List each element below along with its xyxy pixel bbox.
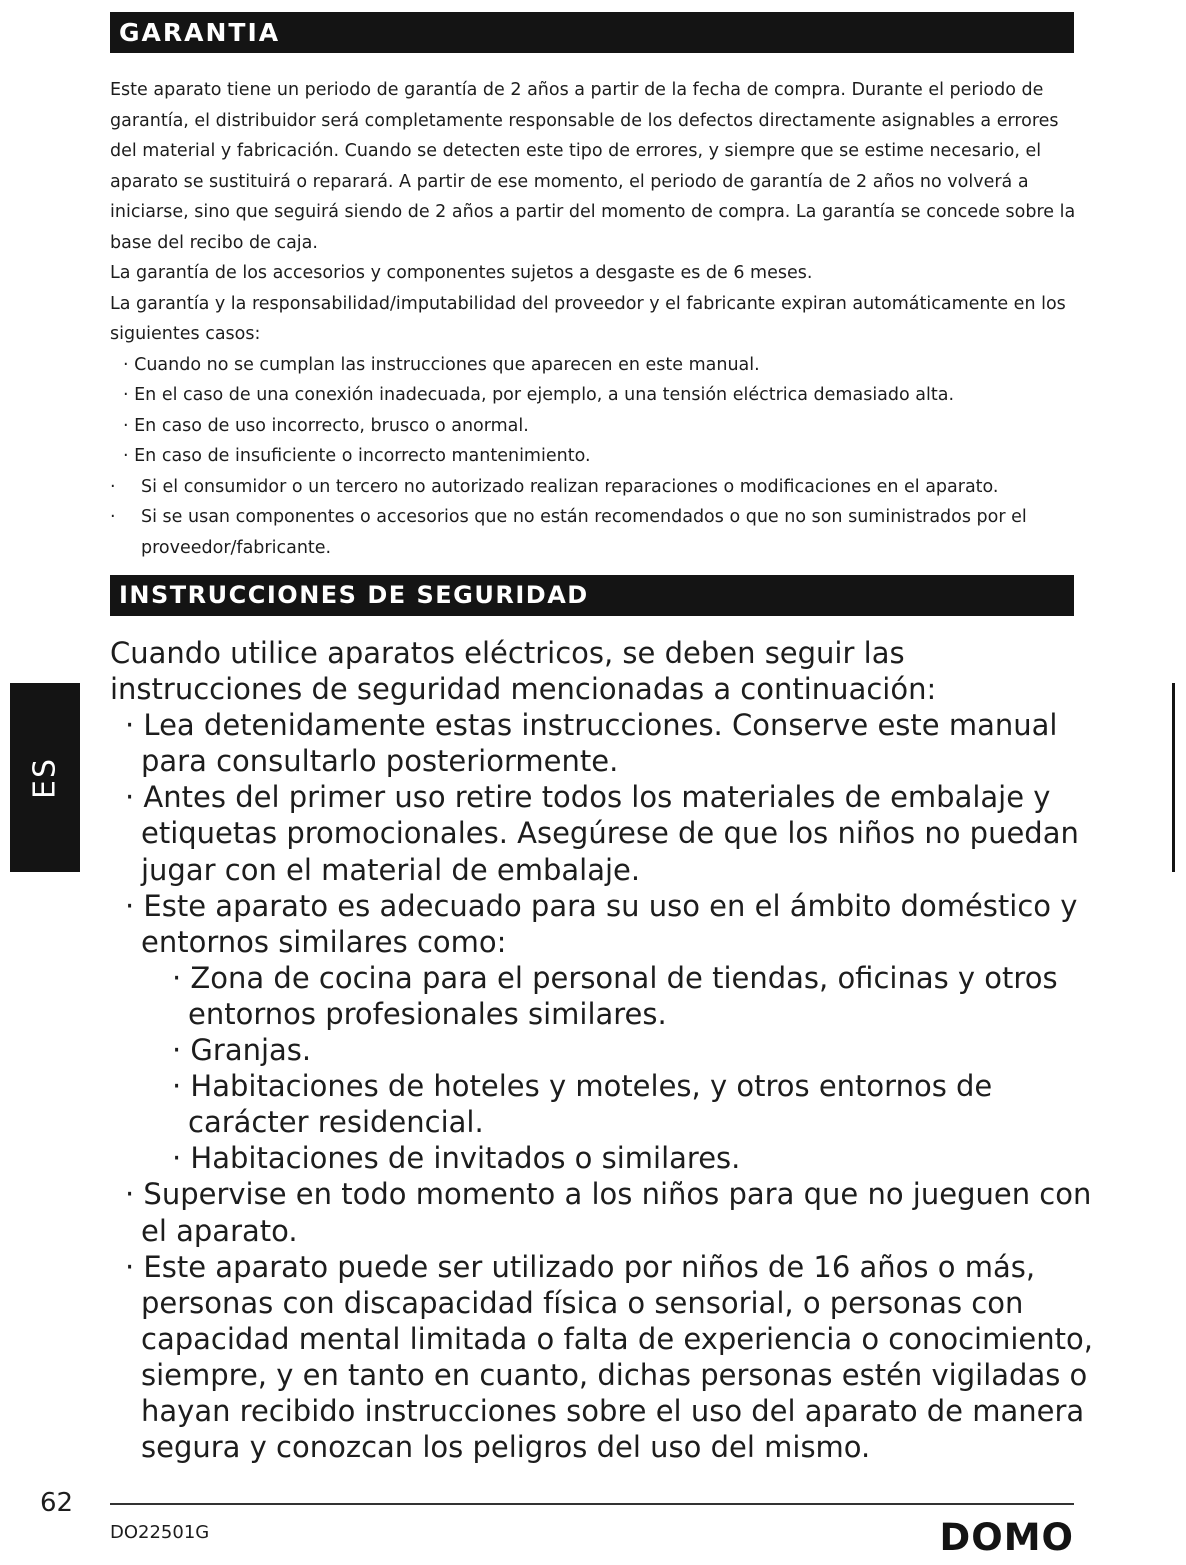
list-item: · Cuando no se cumplan las instrucciones que aparecen en este manual. xyxy=(123,354,760,375)
footer-divider xyxy=(110,1503,1074,1505)
intro-text: Cuando utilice aparatos eléctricos, se deben seguir las instrucciones de seguridad mencionadas a continuación: xyxy=(110,636,937,707)
sub-list-item: · Habitaciones de hoteles y moteles, y otros entornos de carácter residencial. xyxy=(172,1069,993,1140)
language-tab xyxy=(10,683,80,872)
sub-list-item: · Habitaciones de invitados o similares. xyxy=(172,1141,741,1176)
garantia-text xyxy=(110,75,1080,563)
list-item: · Supervise en todo momento a los niños para que no jueguen con el aparato. xyxy=(125,1177,1092,1248)
page-number: 62 xyxy=(40,1488,74,1518)
paragraph: La garantía y la responsabilidad/imputabilidad del proveedor y el fabricante expiran automáticamente en los siguientes casos: xyxy=(110,293,1066,344)
list-item xyxy=(110,472,1080,503)
list-item: · En caso de uso incorrecto, brusco o anormal. xyxy=(123,415,529,436)
list-item xyxy=(110,502,1080,563)
list-item-text: Si el consumidor o un tercero no autorizado realizan reparaciones o modificaciones en el aparato. xyxy=(141,476,999,497)
language-tab-label: ES xyxy=(27,756,63,799)
paragraph: Este aparato tiene un periodo de garantía de 2 años a partir de la fecha de compra. Durante el periodo de garantía, el distribuidor será completamente responsable de los defectos directamente asignables a errores del material y fabricación. Cuando se detecten este tipo de errores, y siempre que se estime necesario, el aparato se sustituirá o reparará. A partir de ese momento, el periodo de garantía de 2 años no volverá a iniciarse, sino que seguirá siendo de 2 años a partir del momento de compra. La garantía se concede sobre la base del recibo de caja. xyxy=(110,80,1076,253)
sub-list-item: · Granjas. xyxy=(172,1033,312,1068)
list-item: · Este aparato es adecuado para su uso en el ámbito doméstico y entornos similares como: xyxy=(125,888,1078,959)
bullet-marker: · xyxy=(110,507,116,527)
bullet-marker: · xyxy=(110,476,116,497)
list-item: · En el caso de una conexión inadecuada, por ejemplo, a una tensión eléctrica demasiado alta. xyxy=(123,385,955,405)
section-title-garantia: GARANTIA xyxy=(110,12,1074,53)
paragraph: La garantía de los accesorios y componentes sujetos a desgaste es de 6 meses. xyxy=(110,263,813,283)
sub-list-item: · Zona de cocina para el personal de tiendas, oficinas y otros entornos profesionales similares. xyxy=(172,960,1058,1031)
margin-mark xyxy=(1172,683,1175,872)
list-item: · Antes del primer uso retire todos los materiales de embalaje y etiquetas promocionales. Asegúrese de que los niños no puedan jugar con el material de embalaje. xyxy=(125,780,1079,887)
section-title-seguridad: INSTRUCCIONES DE SEGURIDAD xyxy=(110,575,1074,616)
list-item: · En caso de insuficiente o incorrecto mantenimiento. xyxy=(123,446,591,466)
list-item: · Lea detenidamente estas instrucciones. Conserve este manual para consultarlo posteriormente. xyxy=(125,708,1058,779)
model-code: DO22501G xyxy=(110,1522,210,1543)
brand-logo: DOMO xyxy=(939,1516,1074,1559)
list-item-text: Si se usan componentes o accesorios que no están recomendados o que no son suministrados por el proveedor/fabricante. xyxy=(141,507,1027,558)
seguridad-text xyxy=(110,635,1100,1465)
list-item: · Este aparato puede ser utilizado por niños de 16 años o más, personas con discapacidad física o sensorial, o personas con capacidad mental limitada o falta de experiencia o conocimiento, siempre, y en tanto en cuanto, dichas personas estén vigiladas o hayan recibido instrucciones sobre el uso del aparato de manera segura y conozcan los peligros del uso del mismo. xyxy=(125,1249,1093,1465)
